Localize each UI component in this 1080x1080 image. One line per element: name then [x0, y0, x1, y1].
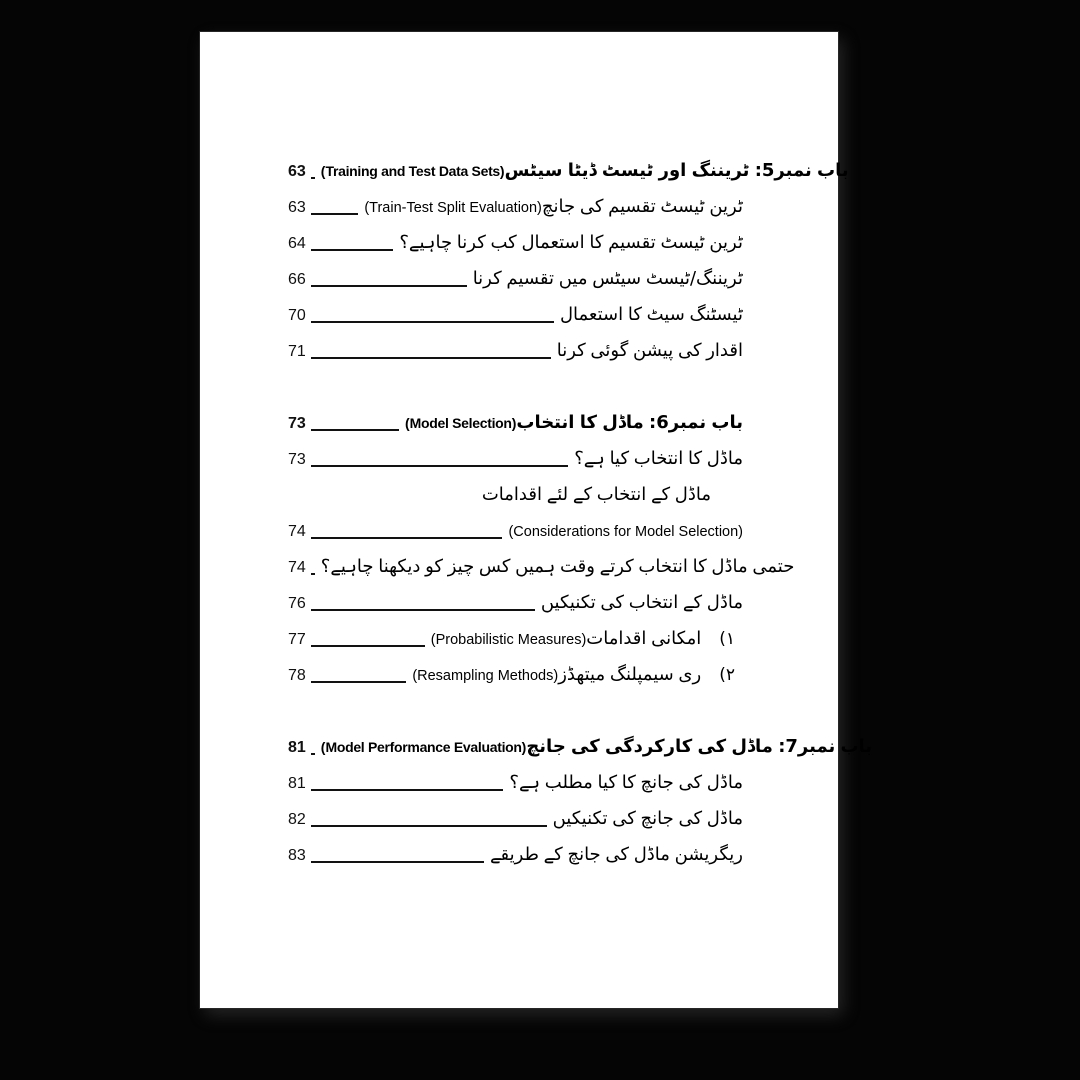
- entry-title: [321, 556, 795, 577]
- entry-title: [364, 196, 743, 217]
- leader-line: [311, 789, 504, 791]
- leader-line: [311, 357, 551, 359]
- entry-title: [321, 736, 872, 757]
- entry-title: [509, 772, 743, 793]
- entry-title-english: (Model Performance Evaluation): [320, 739, 527, 755]
- entry-title-urdu: ماڈل کا انتخاب کیا ہے؟: [574, 448, 743, 469]
- toc-row-numbered-item: [288, 664, 743, 700]
- leader-line: [311, 429, 399, 431]
- entry-title-english: (Training and Test Data Sets): [320, 163, 505, 179]
- toc-row: [288, 340, 743, 376]
- page-number: 71: [288, 343, 306, 360]
- entry-title: [431, 628, 701, 649]
- entry-title-urdu: باب نمبر5: ٹریننگ اور ٹیسٹ ڈیٹا سیٹس: [504, 160, 849, 181]
- leader-line: [311, 465, 568, 467]
- entry-title: [473, 268, 743, 289]
- entry-title: [482, 484, 711, 505]
- leader-line: [311, 753, 315, 755]
- page-number: 81: [288, 775, 306, 792]
- toc-chapter-row: [288, 160, 849, 196]
- page-number: 70: [288, 307, 306, 324]
- page-number: 77: [288, 631, 306, 648]
- page-number: 74: [288, 523, 306, 540]
- entry-title-urdu: امکانی اقدامات: [586, 628, 702, 649]
- page-number: 66: [288, 271, 306, 288]
- entry-title: [553, 808, 743, 829]
- page-number: 83: [288, 847, 306, 864]
- entry-title: [541, 592, 743, 613]
- entry-title-english: (Train-Test Split Evaluation): [364, 200, 542, 216]
- page-number: 64: [288, 235, 306, 252]
- leader-line: [311, 825, 547, 827]
- leader-line: [311, 321, 554, 323]
- leader-line: [311, 609, 535, 611]
- toc-section-chapter-5: [288, 160, 849, 376]
- page-number: 73: [288, 451, 306, 468]
- leader-line: [311, 573, 315, 575]
- page-number: 73: [288, 415, 306, 432]
- entry-title: [321, 160, 849, 181]
- leader-line: [311, 285, 467, 287]
- toc-row: [288, 844, 743, 880]
- book-page: [200, 32, 873, 1008]
- entry-title: [508, 520, 743, 541]
- toc-row-numbered-item: [288, 628, 743, 664]
- page-number: 63: [288, 199, 306, 216]
- entry-title-urdu: ری سیمپلنگ میتھڈز: [558, 664, 702, 685]
- entry-title: [560, 304, 743, 325]
- toc-section-chapter-7: [288, 736, 873, 880]
- list-item-marker: ۱): [719, 629, 735, 649]
- toc-row: [288, 592, 743, 628]
- toc-row: [288, 232, 743, 268]
- toc-row: [288, 772, 743, 808]
- entry-title-urdu: باب نمبر7: ماڈل کی کارکردگی کی جانچ: [526, 736, 873, 757]
- entry-title-urdu: باب نمبر6: ماڈل کا انتخاب: [516, 412, 743, 433]
- entry-title-urdu: ٹیسٹنگ سیٹ کا استعمال: [559, 304, 743, 325]
- entry-title: [412, 664, 701, 685]
- page-number: 82: [288, 811, 306, 828]
- page-number: 74: [288, 559, 306, 576]
- entry-title-english: (Model Selection): [404, 415, 517, 431]
- entry-title-urdu: حتمی ماڈل کا انتخاب کرتے وقت ہمیں کس چیز کو دیکھنا چاہیے؟: [320, 556, 795, 577]
- toc-row: [288, 556, 795, 592]
- entry-title-urdu: اقدار کی پیشن گوئی کرنا: [556, 340, 743, 361]
- toc-row-continued: [288, 484, 743, 520]
- leader-line: [311, 645, 425, 647]
- entry-title-urdu: ماڈل کے انتخاب کے لئے اقدامات: [481, 484, 711, 505]
- table-of-contents: [288, 160, 873, 880]
- entry-title: [405, 412, 743, 433]
- entry-title: [490, 844, 743, 865]
- leader-line: [311, 249, 394, 251]
- page-number: 78: [288, 667, 306, 684]
- toc-row: [288, 196, 743, 232]
- entry-title-urdu: ماڈل کے انتخاب کی تکنیکیں: [540, 592, 743, 613]
- toc-row: [288, 268, 743, 304]
- leader-line: [311, 681, 407, 683]
- leader-line: [311, 213, 359, 215]
- entry-title-urdu: ٹرین ٹیسٹ تقسیم کی جانچ: [541, 196, 743, 217]
- page-number: 76: [288, 595, 306, 612]
- toc-chapter-row: [288, 412, 743, 448]
- entry-title-urdu: ماڈل کی جانچ کا کیا مطلب ہے؟: [509, 772, 743, 793]
- toc-row: [288, 520, 743, 556]
- leader-line: [311, 177, 315, 179]
- toc-row: [288, 808, 743, 844]
- entry-title-english: (Considerations for Model Selection): [508, 524, 743, 540]
- leader-line: [311, 861, 484, 863]
- entry-title: [399, 232, 743, 253]
- entry-title: [557, 340, 743, 361]
- entry-title-english: (Resampling Methods): [412, 668, 559, 684]
- entry-title-english: (Probabilistic Measures): [430, 632, 587, 648]
- entry-title-urdu: ٹریننگ/ٹیسٹ سیٹس میں تقسیم کرنا: [472, 268, 743, 289]
- toc-section-chapter-6: [288, 412, 795, 700]
- entry-title-urdu: ریگریشن ماڈل کی جانچ کے طریقے: [489, 844, 743, 865]
- page-number: 63: [288, 163, 306, 180]
- toc-row: [288, 448, 743, 484]
- page-number: 81: [288, 739, 306, 756]
- entry-title-urdu: ٹرین ٹیسٹ تقسیم کا استعمال کب کرنا چاہیے؟: [399, 232, 743, 253]
- entry-title: [574, 448, 743, 469]
- toc-row: [288, 304, 743, 340]
- entry-title-urdu: ماڈل کی جانچ کی تکنیکیں: [552, 808, 743, 829]
- toc-chapter-row: [288, 736, 873, 772]
- leader-line: [311, 537, 503, 539]
- list-item-marker: ۲): [719, 665, 735, 685]
